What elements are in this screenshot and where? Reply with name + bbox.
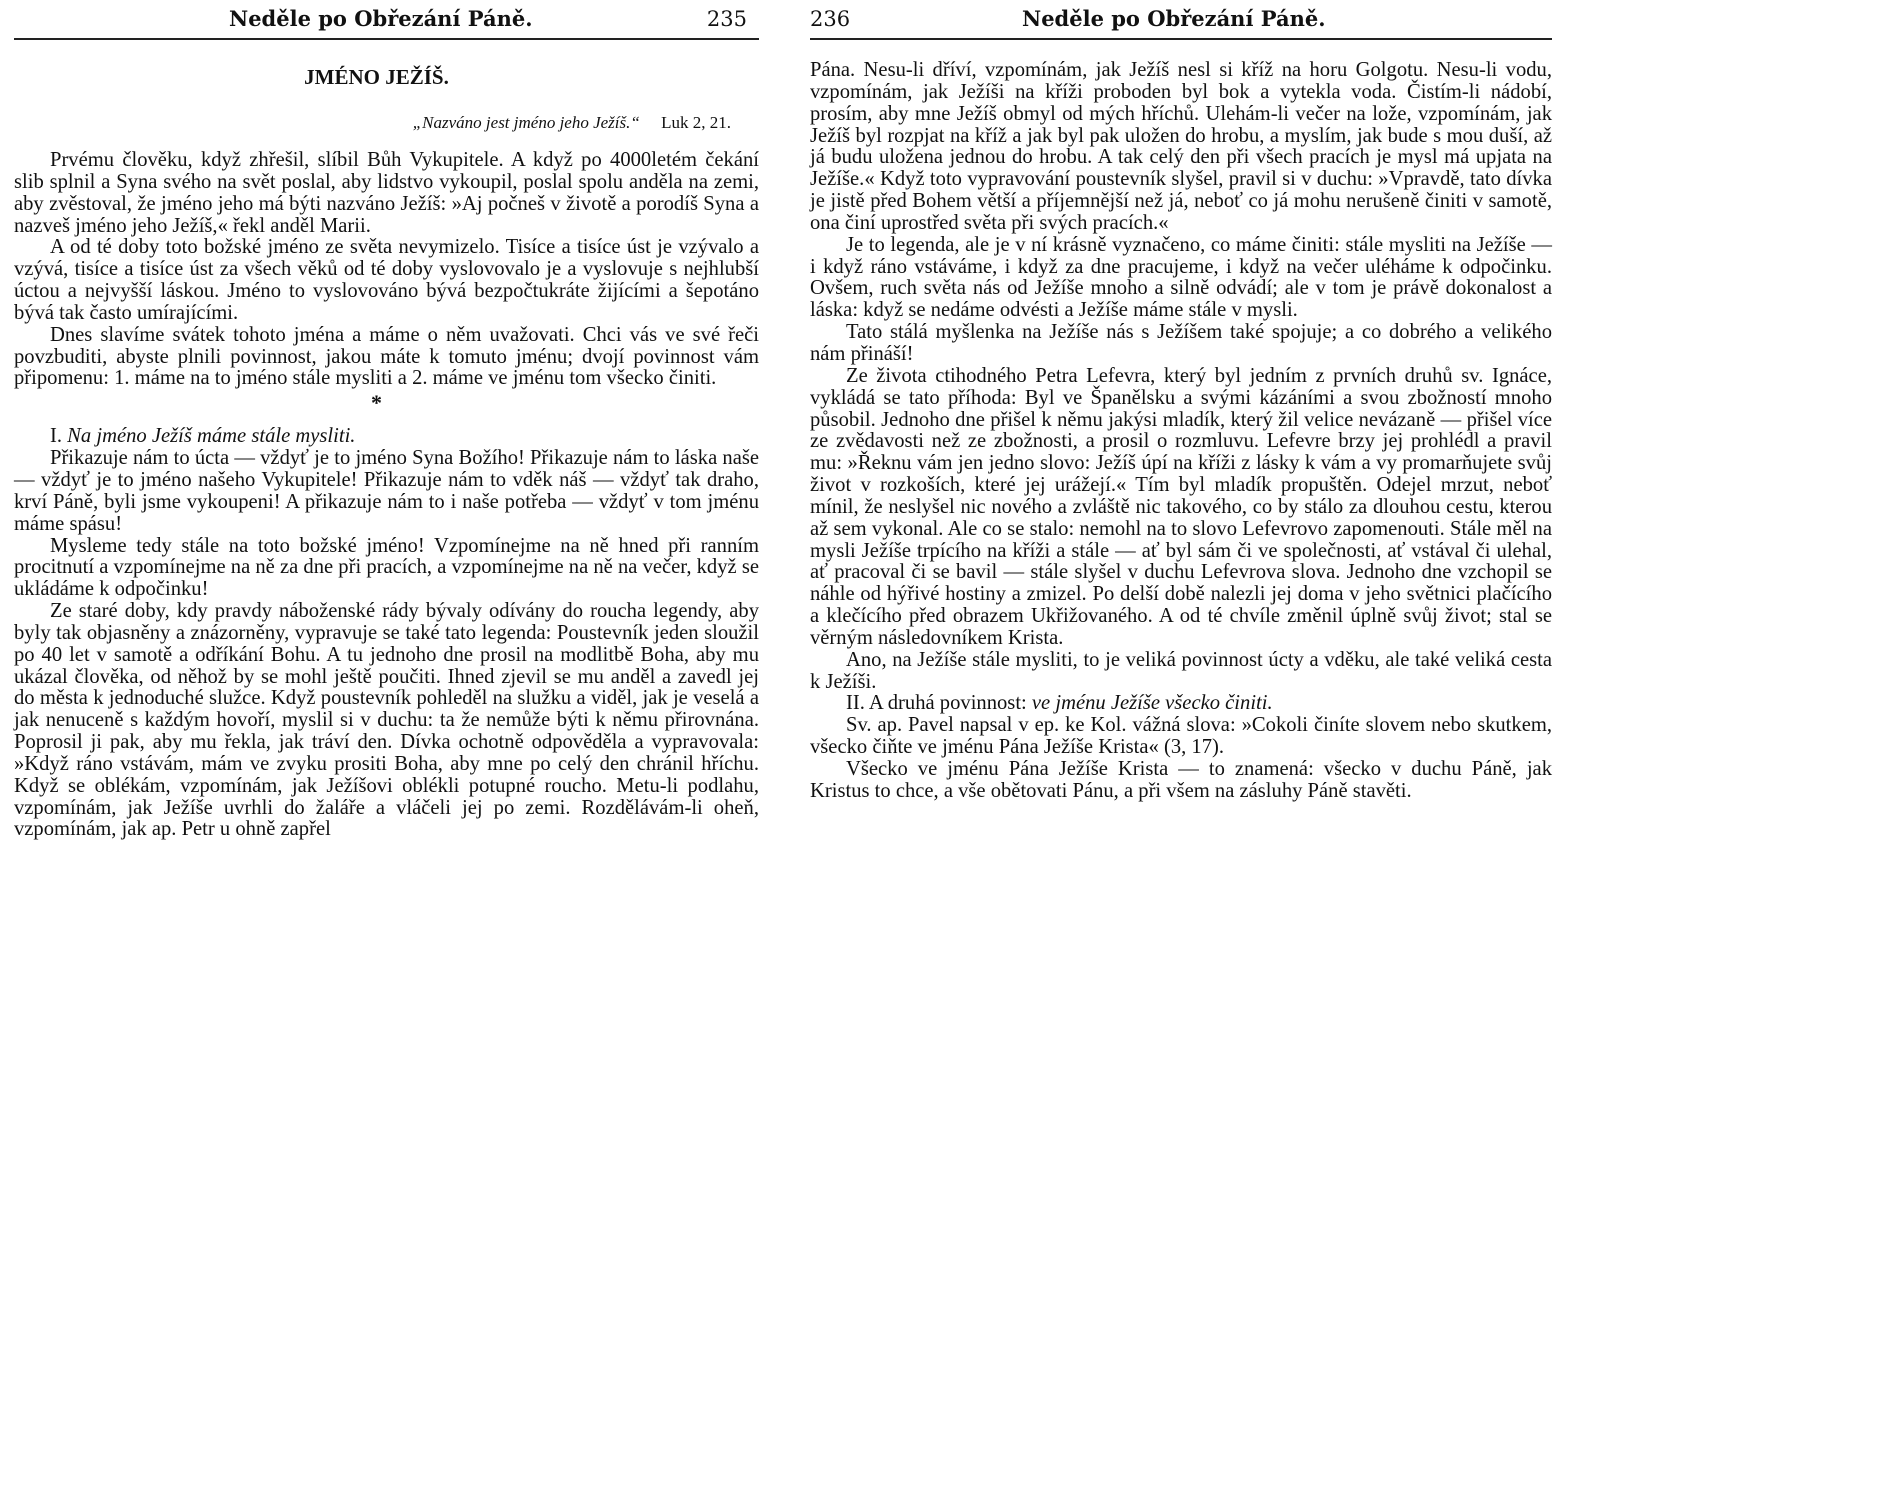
sermon-title: JMÉNO JEŽÍŠ. bbox=[304, 65, 449, 89]
page-number: 236 bbox=[810, 7, 851, 31]
header-rule bbox=[14, 38, 759, 40]
section-heading-one bbox=[14, 426, 759, 448]
page-body bbox=[14, 54, 759, 841]
paragraph: Ze života ctihodného Petra Lefevra, který byl jedním z prvních druhů sv. Ignáce, vykládá se tato příhoda: Byl ve Španělsku a svými kázáními a svou zbožností mnoho působil. Jednoho dne přišel k němu jakýsi mladík, který žil velice nevázaně — přišel více ze zvědavosti než ze zbožnosti, a prosil o rozmluvu. Lefevre brzy jej prohlédl a pravil mu: »Řeknu vám jen jedno slovo: Ježíš úpí na kříži z lásky k vám a vy promarňujete svůj život v rozkoších, které jej urážejí.« Tím byl mladík propuštěn. Odejel mrzut, neboť mínil, že neslyšel nic nového a zvláště nic takového, co by stálo za dlouhou cestu, kterou až sem vykonal. Ale co se stalo: nemohl na to slovo Lefevrovo zapomenouti. Stále měl na mysli Ježíše trpícího na kříži a stále — ať byl sám či ve společnosti, ať vstával či ulehal, ať pracoval či se bavil — stále slyšel v duchu Lefevrova slova. Jednoho dne vzchopil se náhle od hýřivé hostiny a zmizel. Po delší době nalezli jej doma v jeho světnici plačícího a klečícího před obrazem Ukřižovaného. A od té chvíle změnil úplně svůj život; stal se věrným následovníkem Krista. bbox=[810, 364, 1552, 649]
section-star: * bbox=[371, 390, 382, 416]
paragraph: Tato stálá myšlenka na Ježíše nás s Ježíšem také spojuje; a co dobrého a velikého nám přináší! bbox=[810, 321, 1552, 365]
paragraph: Ze staré doby, kdy pravdy náboženské rády bývaly odívány do roucha legendy, aby byly tak objasněny a znázorněny, vypravuje se také tato legenda: Poustevník jeden sloužil po 40 let v samotě a odříkání Bohu. A tu jednoho dne prosil na modlitbě Boha, aby mu ukázal člověka, od něhož by se mohl ještě poučiti. Ihned zjevil se mu anděl a zavedl jej do města k jednoduché služce. Když poustevník pohleděl na služku a viděl, jak je veselá a jak nenuceně s každým hovoří, myslil si v duchu: ta že nemůže býti k němu přirovnána. Poprosil ji pak, aby mu řekla, jak tráví den. Dívka ochotně odpověděla a vypravovala: »Když ráno vstávám, mám ve zvyku prositi Boha, aby mne po celý den chránil hříchu. Když se oblékám, vzpomínám, jak Ježíšovi oblékli potupné roucho. Metu-li podlahu, vzpomínám, jak Ježíše uvrhli do žaláře a vláčeli jej po zemi. Rozdělávám-li oheň, vzpomínám, jak ap. Petr u ohně zapřel bbox=[14, 600, 759, 841]
section-number: I. bbox=[50, 425, 63, 448]
paragraph: Dnes slavíme svátek tohoto jména a máme o něm uvažovati. Chci vás ve své řeči povzbuditi, abyste plnili povinnost, jakou máte k tomuto jménu; dvojí povinnost vám připomenu: 1. máme na to jméno stále mysliti a 2. máme ve jménu tom všecko činiti. bbox=[14, 323, 759, 390]
paragraph: Všecko ve jménu Pána Ježíše Krista — to znamená: všecko v duchu Páně, jak Kristus to chce, a vše obětovati Pánu, a při všem na zásluhy Páně stavěti. bbox=[810, 758, 1552, 802]
paragraph: Je to legenda, ale je v ní krásně vyznačeno, co máme činiti: stále mysliti na Ježíše — i když ráno vstáváme, i když za dne pracujeme, i když na večer uléháme k odpočinku. Ovšem, ruch světa nás od Ježíše mnoho a silně odvádí; ale v tom je právě dokonalost a láska: když se nedáme odvésti a Ježíše máme stále v mysli. bbox=[810, 233, 1552, 322]
section-heading-lead: II. A druhá povinnost: bbox=[846, 692, 1027, 715]
section-heading-two bbox=[810, 693, 1552, 715]
running-title: Neděle po Obřezání Páně. bbox=[229, 6, 533, 31]
paragraph: Přikazuje nám to úcta — vždyť je to jméno Syna Božího! Přikazuje nám to láska naše — vždyť je to jméno našeho Vykupitele! Přikazuje nám to vděk náš — vždyť tak draho, krví Páně, byli jsme vykoupeni! A přikazuje nám to i naše potřeba — vždyť v tom jménu máme spásu! bbox=[14, 447, 759, 535]
paragraph-continued: Pána. Nesu-li dříví, vzpomínám, jak Ježíš nesl si kříž na horu Golgotu. Nesu-li vodu, vzpomínám, jak Ježíši na kříži proboden byl bok a vytekla voda. Čistím-li nádobí, prosím, aby mne Ježíš obmyl od mých hříchů. Ulehám-li večer na lože, vzpomínám, jak Ježíš byl rozpjat na kříž a jak byl pak uložen do hrobu, a myslím, jak bude s mou duší, až já budu uložena jednou do hrobu. A tak celý den při všech pracích je mysl má upjata na Ježíše.« Když toto vypravování poustevník slyšel, pravil si v duchu: »Vpravdě, tato dívka je jistě před Bohem větší a příjemnější než já, neboť co já mohu nerušeně činiti v samotě, ona činí uprostřed světa při svých pracích.« bbox=[810, 59, 1552, 234]
page-number: 235 bbox=[706, 7, 747, 31]
running-title: Neděle po Obřezání Páně. bbox=[1022, 6, 1326, 31]
epigraph-quote: „Nazváno jest jméno jeho Ježíš.“ bbox=[412, 113, 640, 132]
running-head bbox=[810, 6, 1552, 32]
paragraph: Ano, na Ježíše stále mysliti, to je veliká povinnost úcty a vděku, ale také veliká cesta k Ježíši. bbox=[810, 648, 1552, 693]
page-body bbox=[810, 60, 1552, 803]
epigraph bbox=[14, 112, 759, 134]
paragraph: Prvému člověku, když zhřešil, slíbil Bůh Vykupitele. A když po 4000letém čekání slib splnil a Syna svého na svět poslal, aby lidstvo vykoupil, poslal spolu anděla na zemi, aby zvěstoval, že jméno jeho má býti nazváno Ježíš: »Aj počneš v životě a porodíš Syna a nazveš jméno jeho Ježíš,« řekl anděl Marii. bbox=[14, 149, 759, 237]
paragraph: A od té doby toto božské jméno ze světa nevymizelo. Tisíce a tisíce úst je vzývalo a vzývá, tisíce a tisíce úst za všech věků od té doby vyslovovalo je a vyslovuje s nejhlubší úctou a nejvyšší láskou. Jméno to vyslovováno bývá bezpočtukráte žijícími a šepotáno bývá tak často umírajícími. bbox=[14, 236, 759, 324]
section-heading-text: ve jménu Ježíše všecko činiti. bbox=[1031, 692, 1273, 715]
paragraph: Mysleme tedy stále na toto božské jméno! Vzpomínejme na ně hned při ranním procitnutí a vzpomínejme na ně za dne při pracích, a vzpomínejme na ně na večer, když se ukládáme k odpočinku! bbox=[14, 534, 759, 601]
section-heading-text: Na jméno Ježíš máme stále mysliti. bbox=[67, 425, 356, 448]
epigraph-reference: Luk 2, 21. bbox=[661, 113, 731, 132]
running-head bbox=[14, 6, 759, 32]
header-rule bbox=[810, 38, 1552, 40]
paragraph: Sv. ap. Pavel napsal v ep. ke Kol. vážná slova: »Cokoli činíte slovem nebo skutkem, všecko čiňte ve jménu Pána Ježíše Krista« (3, 17). bbox=[810, 714, 1552, 759]
